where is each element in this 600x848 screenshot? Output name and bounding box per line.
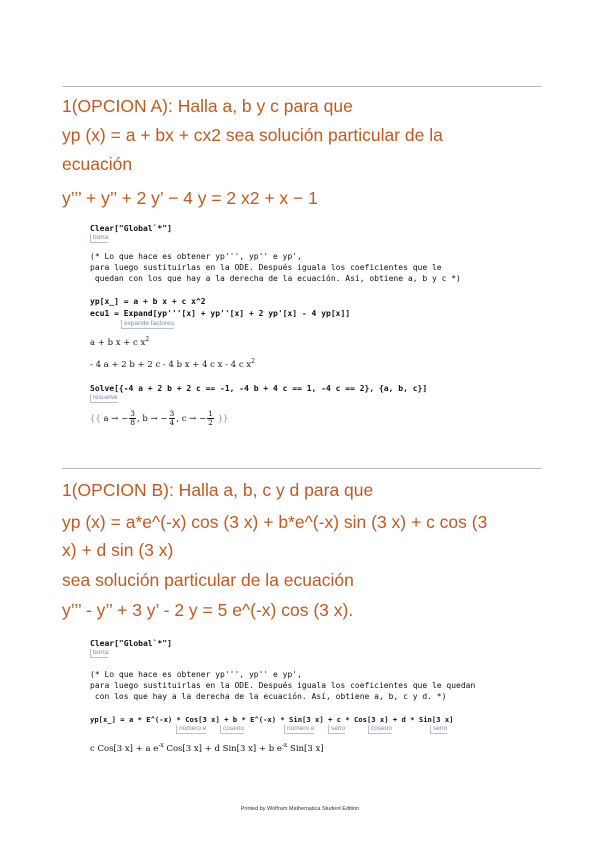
section-a-solution [90,410,228,427]
section-a-solution-a: a → − [103,414,129,424]
section-a-solution-b: , b → − [137,414,168,424]
fraction-denominator: 4 [169,418,175,427]
section-b-ann-coseno-1: coseno [220,725,244,734]
section-b-comment-line-2: para luego sustituirlas en la ODE. Después iguala los coeficientes que le quedan [90,681,476,690]
section-a-solution-close: }} [217,414,229,424]
section-a-clear-annotation: borra [90,234,108,243]
section-b-comment-line-3: con los que hay a la derecha de la ecuación. Así, obtiene a, b, c y d. *) [90,692,447,701]
section-a-comment-line-3: quedan con los que hay a la derecha de la ecuación. Así, obtiene a, b y c *) [90,274,461,283]
section-a-output-2-text: - 4 a + 2 b + 2 c - 4 b x + 4 c x - 4 c x [90,360,252,370]
section-a-divider [62,86,542,87]
section-b-output-exponent-2: -x [281,742,288,749]
section-a-solution-open: {{ [90,414,101,424]
section-b-output-exponent-1: -x [158,742,164,749]
section-a-clear-input[interactable]: Clear["Global`*"] [90,224,172,233]
section-a-output-2-exponent: 2 [251,358,255,365]
section-a-solution-b-fraction [169,410,176,427]
section-a-ecu-input[interactable]: ecu1 = Expand[yp'''[x] + yp''[x] + 2 yp'[x] - 4 yp[x]] [90,309,351,318]
section-a-yp-definition[interactable]: yp[x_] = a + b x + c x^2 [90,297,206,306]
section-b-clear-annotation: borra [90,649,108,658]
section-a-output-1-exponent: 2 [145,336,150,343]
section-a-output-1-text: a + b x + c x [90,338,146,348]
section-a-solution-c-fraction [207,410,214,427]
section-b-title-line-5: y’’’ - y’’ + 3 y’ - 2 y = 5 e^(-x) cos (3 x). [62,600,354,620]
section-a-output-2 [90,358,255,370]
section-b-output-part-2: Cos[3 x] + d Sin[3 x] + b e [163,744,282,754]
section-b-divider [62,468,542,469]
section-b-title-line-1: 1(OPCION B): Halla a, b, c y d para que [62,480,374,500]
section-a-comment-line-2: para luego sustituirlas en la ODE. Después iguala los coeficientes que le [90,263,442,272]
section-b-ann-seno-2: seno [430,725,447,734]
section-b-title-line-3: x) + d sin (3 x) [62,540,174,560]
section-a-solution-c: , c → − [176,414,207,424]
section-a-solve-annotation: resuelve [90,394,118,403]
section-b-yp-definition[interactable]: yp[x_] = a * E^(-x) * Cos[3 x] + b * E^(-x) * Sin[3 x] + c * Cos[3 x] + d * Sin[3 x] [90,715,454,724]
section-b-comment-line-1: (* Lo que hace es obtener yp''', yp'' e yp', [90,670,302,679]
fraction-denominator: 2 [208,418,213,427]
section-a-title-line-3: ecuación [62,154,133,174]
section-a-comment-line-1: (* Lo que hace es obtener yp''', yp'' e yp', [90,252,302,261]
section-b-title-line-2: yp (x) = a*e^(-x) cos (3 x) + b*e^(-x) sin (3 x) + c cos (3 [62,512,488,532]
fraction-numerator: 3 [169,409,175,418]
section-a-solution-a-fraction [129,410,136,427]
section-b-clear-input[interactable]: Clear["Global`*"] [90,639,172,648]
section-b-output-part-3: Sin[3 x] [287,744,324,754]
section-a-solve-input[interactable]: Solve[{-4 a + 2 b + 2 c == -1, -4 b + 4 c == 1, -4 c == 2}, {a, b, c}] [90,384,428,393]
section-a-output-1 [90,336,149,348]
section-a-title-line-4: y’’’ + y’’ + 2 y’ − 4 y = 2 x2 + x − 1 [62,188,318,208]
section-b-title-line-4: sea solución particular de la ecuación [62,570,354,590]
section-b-output-part-1: c Cos[3 x] + a e [90,744,159,754]
section-b-ann-coseno-2: coseno [368,725,392,734]
fraction-numerator: 3 [130,409,136,418]
section-b-ann-numero-e-2: número e [284,725,314,734]
fraction-numerator: 1 [208,409,213,418]
section-b-ann-seno-1: seno [328,725,345,734]
section-b-ann-numero-e-1: número e [176,725,206,734]
section-b-output [90,742,324,754]
page-footer: Printed by Wolfram Mathematica Student Edition [240,806,360,812]
fraction-denominator: 8 [130,418,136,427]
section-a-title-line-2: yp (x) = a + bx + cx2 sea solución particular de la [62,125,443,145]
section-a-expand-annotation: expande factores [121,320,174,329]
section-a-title-line-1: 1(OPCION A): Halla a, b y c para que [62,96,353,116]
